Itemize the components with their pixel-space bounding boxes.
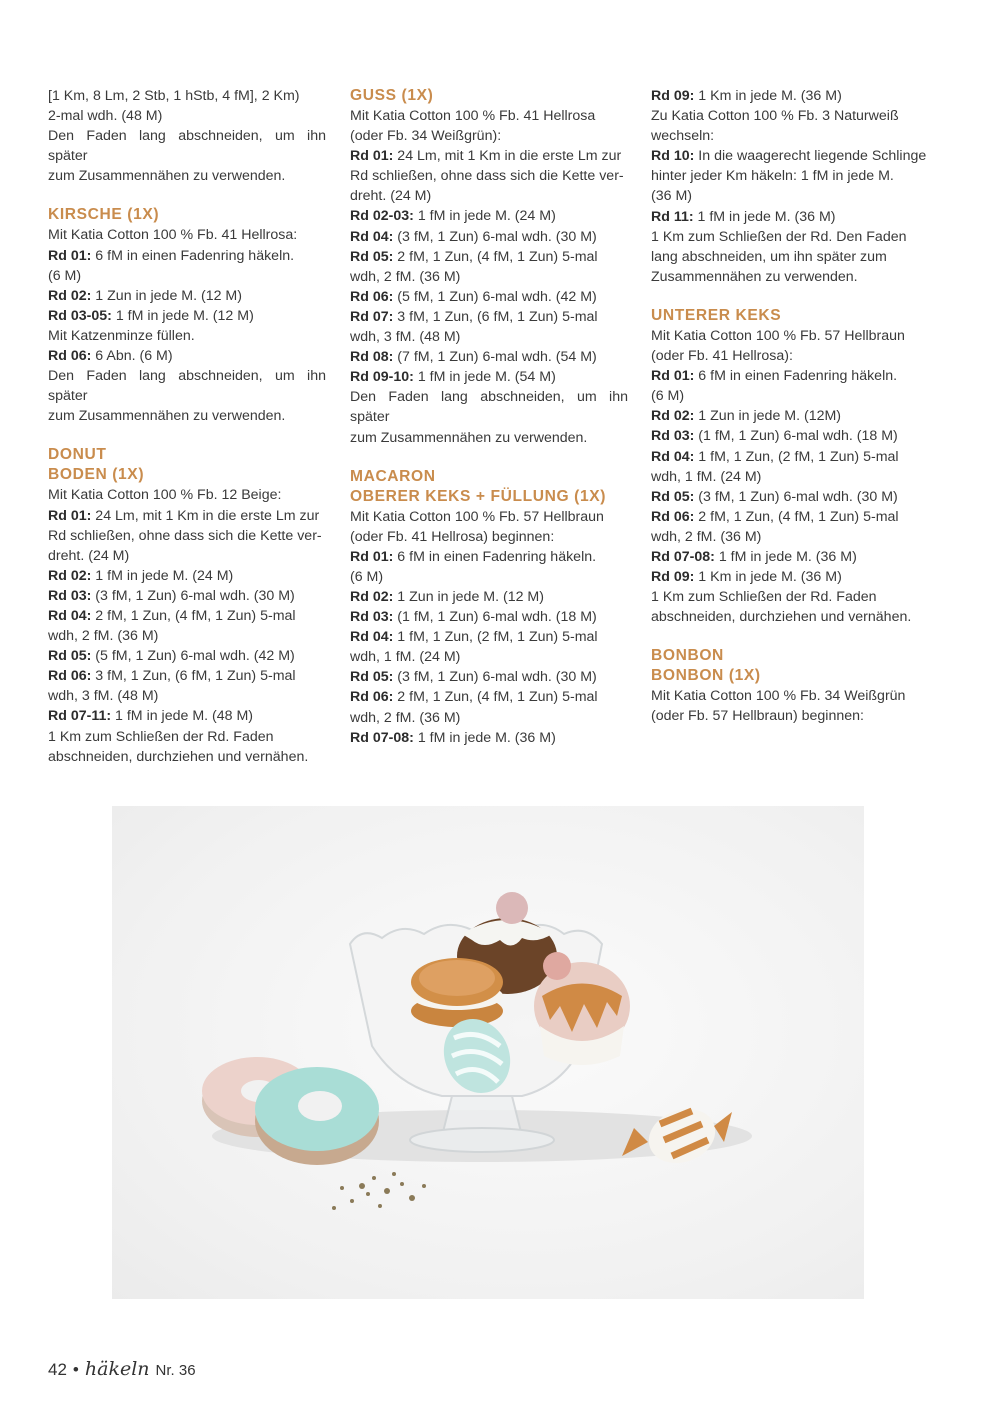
line-text: 1 fM, 1 Zun, (2 fM, 1 Zun) 5-mal bbox=[393, 629, 598, 646]
text-line bbox=[350, 347, 628, 367]
round-label: Rd 07-11: bbox=[48, 708, 112, 725]
line-text: dreht. (24 M) bbox=[350, 188, 432, 205]
line-text: (5 fM, 1 Zun) 6-mal wdh. (42 M) bbox=[393, 288, 597, 305]
glazed-cupcake bbox=[534, 952, 630, 1065]
round-label: Rd 02: bbox=[48, 287, 92, 304]
text-line bbox=[48, 747, 326, 767]
text-line bbox=[350, 146, 628, 166]
text-line bbox=[350, 186, 628, 206]
text-line bbox=[48, 225, 326, 245]
text-line bbox=[350, 387, 632, 427]
line-text: Den Faden lang abschneiden, um ihn später bbox=[350, 389, 632, 426]
round-label: Rd 04: bbox=[350, 629, 394, 646]
line-text: (6 M) bbox=[651, 388, 685, 405]
text-line bbox=[350, 527, 628, 547]
round-label: Rd 03: bbox=[651, 428, 695, 445]
line-text: Mit Katia Cotton 100 % Fb. 41 Hellrosa bbox=[350, 108, 596, 124]
text-line bbox=[48, 546, 326, 566]
round-label: Rd 02: bbox=[651, 408, 695, 425]
text-line bbox=[651, 507, 929, 527]
section-heading: UNTERER KEKS bbox=[651, 306, 782, 324]
line-text: abschneiden, durchziehen und vernähen. bbox=[48, 748, 309, 765]
text-line bbox=[651, 706, 929, 726]
text-line bbox=[651, 547, 929, 567]
text-column-1 bbox=[48, 86, 330, 767]
round-label: Rd 03: bbox=[350, 609, 394, 626]
line-text: (oder Fb. 41 Hellrosa): bbox=[651, 348, 793, 365]
text-block bbox=[651, 306, 929, 627]
text-line bbox=[651, 607, 929, 627]
round-label: Rd 01: bbox=[350, 548, 394, 565]
round-label: Rd 01: bbox=[651, 368, 695, 385]
line-text: 1 fM in jede M. (54 M) bbox=[413, 369, 556, 386]
line-text: 1 Km in jede M. (36 M) bbox=[694, 569, 842, 586]
text-line bbox=[350, 627, 628, 647]
text-line bbox=[48, 566, 326, 586]
section-heading: BONBON (1X) bbox=[651, 667, 761, 685]
line-text: 24 Lm, mit 1 Km in die erste Lm zur bbox=[393, 148, 622, 165]
text-line bbox=[350, 667, 628, 687]
line-text: (1 fM, 1 Zun) 6-mal wdh. (18 M) bbox=[694, 428, 898, 445]
round-label: Rd 02-03: bbox=[350, 208, 414, 225]
line-text: 2 fM, 1 Zun, (4 fM, 1 Zun) 5-mal bbox=[393, 689, 598, 706]
text-line bbox=[651, 267, 929, 287]
text-line bbox=[651, 86, 929, 106]
text-line bbox=[651, 686, 929, 706]
line-text: (7 fM, 1 Zun) 6-mal wdh. (54 M) bbox=[393, 349, 597, 366]
line-text: dreht. (24 M) bbox=[48, 547, 130, 564]
text-line bbox=[48, 727, 326, 747]
line-text: 1 Km in jede M. (36 M) bbox=[694, 88, 842, 104]
text-line bbox=[350, 126, 628, 146]
line-text: (oder Fb. 41 Hellrosa) beginnen: bbox=[350, 528, 555, 545]
text-line bbox=[651, 587, 929, 607]
round-label: Rd 11: bbox=[651, 208, 694, 225]
round-label: Rd 06: bbox=[48, 348, 92, 365]
line-text: lang abschneiden, um ihn später zum bbox=[651, 248, 887, 265]
text-line bbox=[48, 86, 326, 106]
line-text: 1 Km zum Schließen der Rd. Den Faden bbox=[651, 228, 907, 245]
text-line bbox=[48, 106, 326, 126]
line-text: wdh, 2 fM. (36 M) bbox=[48, 628, 159, 645]
line-text: (5 fM, 1 Zun) 6-mal wdh. (42 M) bbox=[91, 648, 295, 665]
text-line bbox=[48, 346, 326, 366]
text-line bbox=[48, 306, 326, 326]
page-number: 42 bbox=[48, 1360, 67, 1379]
text-line bbox=[651, 186, 929, 206]
round-label: Rd 04: bbox=[651, 448, 695, 465]
round-label: Rd 06: bbox=[651, 508, 695, 525]
round-label: Rd 07: bbox=[350, 308, 394, 325]
round-label: Rd 09-10: bbox=[350, 369, 414, 386]
line-text: wdh, 2 fM. (36 M) bbox=[350, 268, 461, 285]
section-heading: DONUT bbox=[48, 446, 107, 464]
round-label: Rd 01: bbox=[350, 148, 394, 165]
text-line bbox=[48, 626, 326, 646]
round-label: Rd 05: bbox=[48, 648, 92, 665]
round-label: Rd 07-08: bbox=[651, 548, 715, 565]
magazine-brand: häkeln bbox=[84, 1358, 150, 1380]
line-text: (oder Fb. 34 Weißgrün): bbox=[350, 128, 502, 145]
text-line bbox=[350, 166, 628, 186]
line-text: 1 fM in jede M. (36 M) bbox=[693, 208, 836, 225]
section-heading: GUSS (1X) bbox=[350, 87, 434, 104]
text-line bbox=[48, 326, 326, 346]
round-label: Rd 05: bbox=[350, 248, 394, 265]
text-line bbox=[350, 247, 628, 267]
line-text: Rd schließen, ohne dass sich die Kette ver- bbox=[350, 168, 624, 185]
line-text: 1 fM in jede M. (36 M) bbox=[714, 548, 857, 565]
line-text: Den Faden lang abschneiden, um ihn später bbox=[48, 368, 330, 405]
line-text: 2 fM, 1 Zun, (4 fM, 1 Zun) 5-mal bbox=[393, 248, 598, 265]
text-line bbox=[651, 386, 929, 406]
line-text: wdh, 3 fM. (48 M) bbox=[350, 329, 461, 346]
line-text: 1 Zun in jede M. (12 M) bbox=[91, 287, 242, 304]
line-text: Mit Katzenminze füllen. bbox=[48, 327, 195, 344]
text-block bbox=[48, 205, 330, 426]
round-label: Rd 08: bbox=[350, 349, 394, 366]
line-text: 3 fM, 1 Zun, (6 fM, 1 Zun) 5-mal bbox=[393, 308, 598, 325]
section-heading: KIRSCHE (1X) bbox=[48, 206, 160, 224]
text-block bbox=[350, 467, 628, 748]
line-text: 2 fM, 1 Zun, (4 fM, 1 Zun) 5-mal bbox=[91, 607, 296, 624]
line-text: abschneiden, durchziehen und vernähen. bbox=[651, 609, 912, 626]
text-line bbox=[350, 287, 628, 307]
text-line bbox=[48, 366, 330, 406]
round-label: Rd 01: bbox=[48, 247, 92, 264]
issue-number: Nr. 36 bbox=[155, 1362, 196, 1379]
text-block bbox=[48, 445, 326, 766]
line-text: (oder Fb. 57 Hellbraun) beginnen: bbox=[651, 708, 864, 725]
line-text: (3 fM, 1 Zun) 6-mal wdh. (30 M) bbox=[393, 669, 597, 686]
text-line bbox=[651, 106, 929, 126]
text-line bbox=[48, 485, 326, 505]
line-text: [1 Km, 8 Lm, 2 Stb, 1 hStb, 4 fM], 2 Km) bbox=[48, 88, 300, 104]
text-line bbox=[651, 326, 929, 346]
text-line bbox=[350, 206, 628, 226]
text-line bbox=[350, 547, 628, 567]
line-text: 2-mal wdh. (48 M) bbox=[48, 108, 163, 125]
line-text: Mit Katia Cotton 100 % Fb. 41 Hellrosa: bbox=[48, 227, 298, 244]
round-label: Rd 03-05: bbox=[48, 307, 112, 324]
line-text: 6 fM in einen Fadenring häkeln. bbox=[393, 548, 597, 565]
text-line bbox=[48, 126, 330, 166]
text-line bbox=[651, 207, 929, 227]
text-block bbox=[48, 86, 330, 186]
text-line bbox=[48, 686, 326, 706]
text-line bbox=[48, 606, 326, 626]
line-text: zum Zusammennähen zu verwenden. bbox=[48, 408, 286, 425]
line-text: zum Zusammennähen zu verwenden. bbox=[48, 168, 286, 185]
text-line bbox=[350, 607, 628, 627]
text-line bbox=[350, 267, 628, 287]
text-block bbox=[350, 86, 632, 448]
text-line bbox=[350, 227, 628, 247]
round-label: Rd 09: bbox=[651, 569, 695, 586]
macaron bbox=[411, 958, 503, 1027]
line-text: 1 fM in jede M. (24 M) bbox=[91, 567, 234, 584]
catnip-leaves bbox=[332, 1172, 426, 1210]
line-text: 1 Zun in jede M. (12M) bbox=[694, 408, 842, 425]
text-line bbox=[350, 307, 628, 327]
round-label: Rd 05: bbox=[651, 488, 695, 505]
text-line bbox=[350, 106, 628, 126]
round-label: Rd 04: bbox=[350, 228, 394, 245]
text-line bbox=[48, 286, 326, 306]
text-line bbox=[651, 346, 929, 366]
product-photo bbox=[112, 806, 864, 1299]
line-text: (6 M) bbox=[350, 568, 384, 585]
line-text: wdh, 2 fM. (36 M) bbox=[350, 709, 461, 726]
line-text: 1 fM in jede M. (24 M) bbox=[413, 208, 556, 225]
text-line bbox=[350, 567, 628, 587]
text-block bbox=[651, 646, 929, 726]
line-text: (6 M) bbox=[48, 267, 82, 284]
line-text: 24 Lm, mit 1 Km in die erste Lm zur bbox=[91, 507, 320, 524]
text-line bbox=[350, 507, 628, 527]
line-text: wdh, 3 fM. (48 M) bbox=[48, 688, 159, 705]
text-line bbox=[651, 366, 929, 386]
line-text: 2 fM, 1 Zun, (4 fM, 1 Zun) 5-mal bbox=[694, 508, 899, 525]
line-text: Den Faden lang abschneiden, um ihn später bbox=[48, 128, 330, 165]
line-text: 1 Km zum Schließen der Rd. Faden bbox=[48, 728, 274, 745]
round-label: Rd 07-08: bbox=[350, 729, 414, 746]
text-line bbox=[48, 706, 326, 726]
line-text: Mit Katia Cotton 100 % Fb. 57 Hellbraun bbox=[350, 508, 604, 525]
line-text: 1 Km zum Schließen der Rd. Faden bbox=[651, 589, 877, 606]
text-line bbox=[48, 266, 326, 286]
line-text: 6 fM in einen Fadenring häkeln. bbox=[694, 368, 898, 385]
text-line bbox=[651, 227, 929, 247]
line-text: wdh, 2 fM. (36 M) bbox=[651, 528, 762, 545]
round-label: Rd 05: bbox=[350, 669, 394, 686]
line-text: (3 fM, 1 Zun) 6-mal wdh. (30 M) bbox=[91, 587, 295, 604]
text-line bbox=[350, 708, 628, 728]
text-line bbox=[651, 527, 929, 547]
line-text: Rd schließen, ohne dass sich die Kette ver- bbox=[48, 527, 322, 544]
line-text: wdh, 1 fM. (24 M) bbox=[651, 468, 762, 485]
line-text: (3 fM, 1 Zun) 6-mal wdh. (30 M) bbox=[393, 228, 597, 245]
mint-donut bbox=[255, 1067, 379, 1165]
line-text: In die waagerecht liegende Schlinge bbox=[694, 148, 927, 165]
text-line bbox=[350, 587, 628, 607]
text-line bbox=[651, 126, 929, 146]
text-line bbox=[48, 246, 326, 266]
line-text: (1 fM, 1 Zun) 6-mal wdh. (18 M) bbox=[393, 609, 597, 626]
text-line bbox=[350, 428, 628, 448]
crochet-sweets-illustration bbox=[112, 806, 864, 1299]
round-label: Rd 06: bbox=[350, 288, 394, 305]
text-line bbox=[48, 586, 326, 606]
text-line bbox=[350, 327, 628, 347]
line-text: 1 fM in jede M. (36 M) bbox=[413, 729, 556, 746]
line-text: 1 fM, 1 Zun, (2 fM, 1 Zun) 5-mal bbox=[694, 448, 899, 465]
line-text: 1 fM in jede M. (48 M) bbox=[111, 708, 254, 725]
text-line bbox=[48, 646, 326, 666]
line-text: Zusammennähen zu verwenden. bbox=[651, 268, 858, 285]
line-text: wechseln: bbox=[651, 128, 715, 145]
text-line bbox=[350, 647, 628, 667]
round-label: Rd 06: bbox=[350, 689, 394, 706]
line-text: hinter jeder Km häkeln: 1 fM in jede M. bbox=[651, 168, 894, 185]
text-line bbox=[48, 666, 326, 686]
line-text: wdh, 1 fM. (24 M) bbox=[350, 649, 461, 666]
text-line bbox=[48, 506, 326, 526]
round-label: Rd 02: bbox=[350, 588, 394, 605]
round-label: Rd 04: bbox=[48, 607, 92, 624]
text-line bbox=[350, 728, 628, 748]
text-column-2 bbox=[350, 86, 632, 748]
text-line bbox=[350, 687, 628, 707]
text-line bbox=[48, 166, 326, 186]
section-heading: OBERER KEKS + FÜLLUNG (1X) bbox=[350, 487, 607, 505]
section-heading: BODEN (1X) bbox=[48, 466, 145, 484]
round-label: Rd 06: bbox=[48, 668, 92, 685]
text-line bbox=[651, 467, 929, 487]
text-line bbox=[651, 406, 929, 426]
line-text: 1 Zun in jede M. (12 M) bbox=[393, 588, 544, 605]
line-text: 6 Abn. (6 M) bbox=[91, 348, 173, 365]
text-line bbox=[651, 247, 929, 267]
line-text: Mit Katia Cotton 100 % Fb. 57 Hellbraun bbox=[651, 327, 905, 344]
section-heading: BONBON bbox=[651, 647, 724, 665]
round-label: Rd 09: bbox=[651, 88, 695, 104]
text-line bbox=[651, 567, 929, 587]
text-line bbox=[651, 166, 929, 186]
text-block bbox=[651, 86, 929, 287]
line-text: Mit Katia Cotton 100 % Fb. 34 Weißgrün bbox=[651, 688, 906, 705]
text-line bbox=[651, 146, 929, 166]
line-text: 6 fM in einen Fadenring häkeln. bbox=[91, 247, 295, 264]
text-line bbox=[651, 487, 929, 507]
page-footer bbox=[48, 1358, 196, 1380]
round-label: Rd 01: bbox=[48, 507, 92, 524]
round-label: Rd 03: bbox=[48, 587, 92, 604]
round-label: Rd 10: bbox=[651, 148, 695, 165]
line-text: zum Zusammennähen zu verwenden. bbox=[350, 429, 588, 446]
section-heading: MACARON bbox=[350, 467, 436, 485]
round-label: Rd 02: bbox=[48, 567, 92, 584]
line-text: 3 fM, 1 Zun, (6 fM, 1 Zun) 5-mal bbox=[91, 668, 296, 685]
text-line bbox=[48, 406, 326, 426]
text-column-3 bbox=[651, 86, 929, 727]
text-line bbox=[48, 526, 326, 546]
line-text: (36 M) bbox=[651, 188, 692, 205]
line-text: Mit Katia Cotton 100 % Fb. 12 Beige: bbox=[48, 487, 282, 504]
line-text: (3 fM, 1 Zun) 6-mal wdh. (30 M) bbox=[694, 488, 898, 505]
text-line bbox=[651, 447, 929, 467]
line-text: 1 fM in jede M. (12 M) bbox=[111, 307, 254, 324]
text-line bbox=[651, 426, 929, 446]
text-line bbox=[350, 367, 628, 387]
line-text: Zu Katia Cotton 100 % Fb. 3 Naturweiß bbox=[651, 108, 899, 125]
footer-separator: • bbox=[72, 1360, 79, 1379]
